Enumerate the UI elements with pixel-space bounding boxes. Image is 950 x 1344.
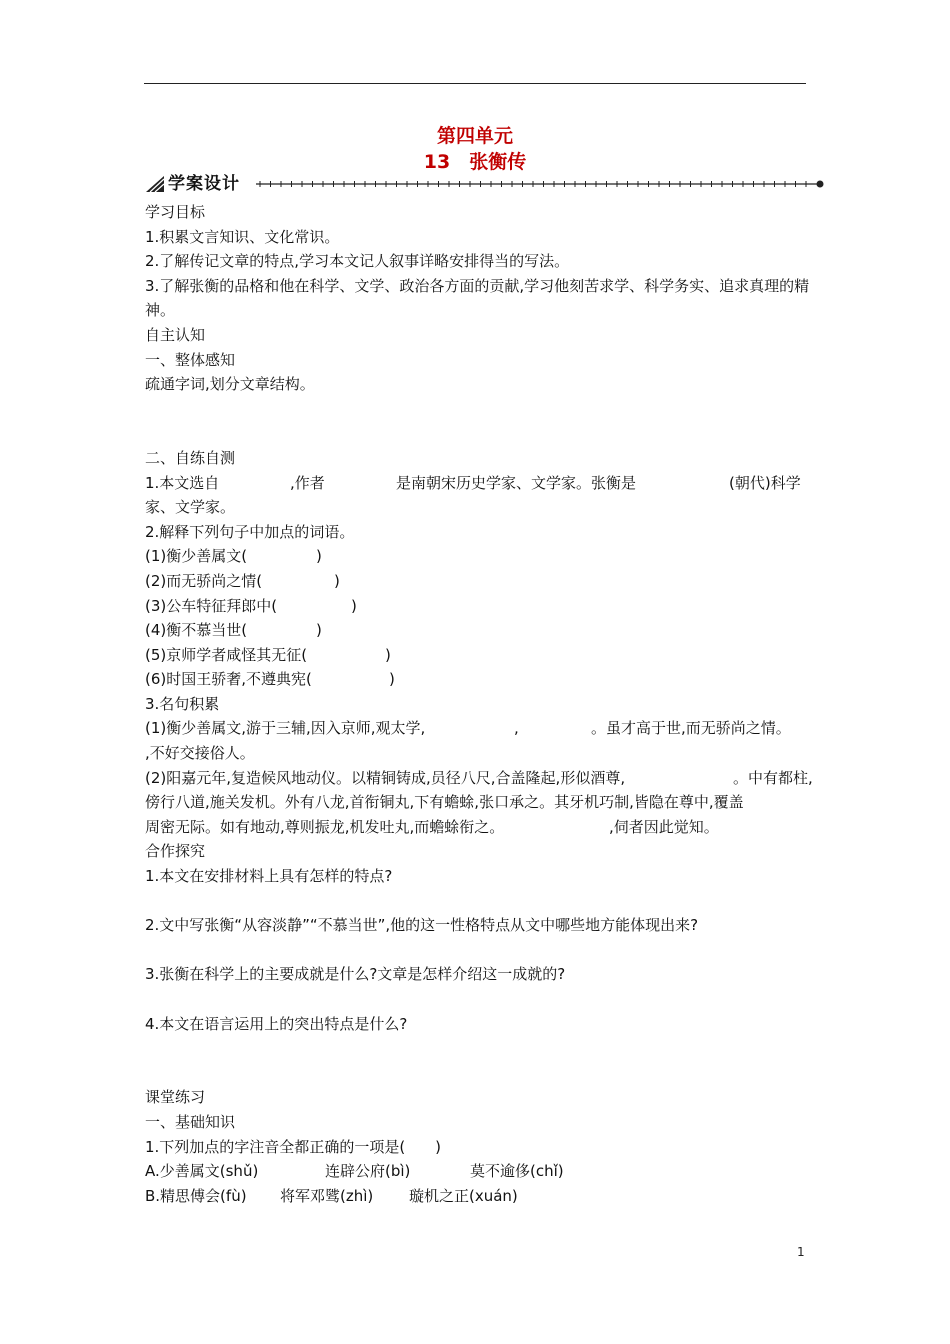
goals-heading: 学习目标 xyxy=(145,203,206,221)
unit-title: 第四单元 xyxy=(436,125,513,147)
exercise-1-option-b: B.精思傅会(fù) 将军邓骘(zhì) 璇机之正(xuán) xyxy=(145,1186,518,1205)
q2-item: (3)公车特征拜郎中( ) xyxy=(145,596,357,615)
q2-item: (1)衡少善属文( ) xyxy=(145,547,322,566)
q1-part: (朝代)科学 xyxy=(729,473,801,492)
overall-text: 疏通字词,划分文章结构。 xyxy=(145,375,315,394)
q1-part: 是南朝宋历史学家、文学家。张衡是 xyxy=(396,473,637,492)
coop-question: 1.本文在安排材料上具有怎样的特点? xyxy=(145,867,393,886)
question-1 xyxy=(145,471,810,496)
goal-item: 1.积累文言知识、文化常识。 xyxy=(145,227,340,246)
goal-item: 2.了解传记文章的特点,学习本文记人叙事详略安排得当的写法。 xyxy=(145,252,570,271)
q3-sentence-1-continued: ,不好交接俗人。 xyxy=(145,744,255,763)
coop-question: 2.文中写张衡“从容淡静”“不慕当世”,他的这一性格特点从文中哪些地方能体现出来? xyxy=(145,916,699,935)
selftest-heading: 二、自练自测 xyxy=(145,448,236,467)
exercise-1-option-a: A.少善属文(shǔ) 连辟公府(bì) 莫不逾侈(chǐ) xyxy=(145,1162,564,1181)
goal-item: 3.了解张衡的品格和他在科学、文学、政治各方面的贡献,学习他刻苦求学、科学务实、追求真理的精神。 xyxy=(145,276,810,320)
exercise-1: 1.下列加点的字注音全都正确的一项是( ) xyxy=(145,1137,442,1156)
lesson-title: 13 张衡传 xyxy=(423,151,527,173)
class-heading: 课堂练习 xyxy=(145,1088,206,1107)
q2-heading: 2.解释下列句子中加点的词语。 xyxy=(145,522,355,541)
q3-sentence-1: (1)衡少善属文,游于三辅,因入京师,观太学, , 。虽才高于世,而无骄尚之情。 xyxy=(145,719,791,738)
q2-item: (4)衡不慕当世( ) xyxy=(145,621,322,640)
coop-question: 4.本文在语言运用上的突出特点是什么? xyxy=(145,1014,408,1033)
q2-item: (2)而无骄尚之情( ) xyxy=(145,571,340,590)
basic-heading: 一、基础知识 xyxy=(145,1112,236,1131)
worksheet-body xyxy=(145,200,813,1208)
overall-heading: 一、整体感知 xyxy=(145,350,236,369)
q3-sentence-2-line: 傍行八道,施关发机。外有八龙,首衔铜丸,下有蟾蜍,张口承之。其牙机巧制,皆隐在尊中,覆盖 xyxy=(145,793,744,812)
q2-item: (6)时国王骄奢,不遵典宪( ) xyxy=(145,670,395,689)
q3-heading: 3.名句积累 xyxy=(145,694,220,713)
banner-label: 学案设计 xyxy=(168,174,240,194)
q1-part: ,作者 xyxy=(290,473,325,492)
banner-decoration-icon xyxy=(144,172,828,196)
coop-question: 3.张衡在科学上的主要成就是什么?文章是怎样介绍这一成就的? xyxy=(145,965,566,984)
q3-sentence-2: (2)阳嘉元年,复造候风地动仪。以精铜铸成,员径八尺,合盖隆起,形似酒尊, 。中有都柱, xyxy=(145,768,813,787)
page-number: 1 xyxy=(797,1245,805,1259)
section-banner xyxy=(144,172,828,196)
q1-part: 1.本文选自 xyxy=(145,473,220,492)
coop-heading: 合作探究 xyxy=(145,842,206,861)
q3-sentence-2-line: 周密无际。如有地动,尊则振龙,机发吐丸,而蟾蜍衔之。 ,伺者因此觉知。 xyxy=(145,817,719,836)
q1-continued: 家、文学家。 xyxy=(145,498,236,517)
header-rule xyxy=(144,83,806,84)
self-heading: 自主认知 xyxy=(145,325,206,344)
q2-item: (5)京师学者咸怪其无征( ) xyxy=(145,645,391,664)
